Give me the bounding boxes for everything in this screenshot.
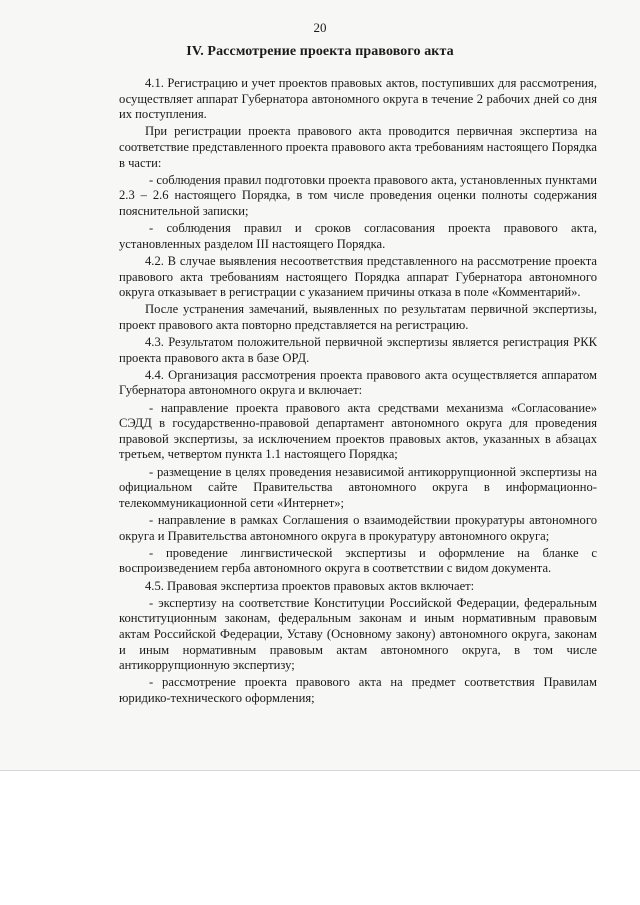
paragraph: При регистрации проекта правового акта проводится первичная экспертиза на соответствие представленного проекта правового акта требованиям настоящего Порядка в части: bbox=[119, 124, 597, 170]
paragraph-4-2: 4.2. В случае выявления несоответствия представленного на рассмотрение проекта правового акта требованиям настоящего Порядка аппарат Губернатора автономного округа отказывает в регистрации с указанием причины отказа в поле «Комментарий». bbox=[119, 253, 597, 300]
page-number: 20 bbox=[313, 20, 327, 35]
list-item: - направление в рамках Соглашения о взаимодействии прокуратуры автономного округа и Правительства автономного округа в прокуратуру автономного округа; bbox=[119, 512, 597, 543]
paragraph-4-3: 4.3. Результатом положительной первичной экспертизы является регистрация РКК проекта правового акта в базе ОРД. bbox=[119, 335, 597, 365]
blank-area bbox=[0, 771, 640, 905]
list-item: - рассмотрение проекта правового акта на предмет соответствия Правилам юридико-технического оформления; bbox=[119, 675, 597, 705]
list-item: - соблюдения правил и сроков согласования проекта правового акта, установленных разделом III настоящего Порядка. bbox=[119, 221, 597, 251]
list-item: - экспертизу на соответствие Конституции Российской Федерации, федеральным конституционным законам, федеральным законам и иным нормативным правовым актам Российской Федерации, Уставу (Основному закону) автономного округа, законам и иным нормативным правовым актам автономного округа, в том числе антикоррупционную экспертизу; bbox=[119, 595, 597, 673]
list-item: - направление проекта правового акта средствами механизма «Согласование» СЭДД в государственно-правовой департамент автономного округа для проведения правовой экспертизы, за исключением проектов правовых актов, указанных в абзацах третьем, четвертом пункта 1.1 настоящего Порядка; bbox=[119, 400, 597, 462]
paragraph-4-1: 4.1. Регистрацию и учет проектов правовых актов, поступивших для рассмотрения, осуществляет аппарат Губернатора автономного округа в течение 2 рабочих дней со дня их поступления. bbox=[119, 76, 597, 122]
paragraph: После устранения замечаний, выявленных по результатам первичной экспертизы, проект правового акта повторно представляется на регистрацию. bbox=[119, 302, 597, 332]
document-body bbox=[119, 76, 597, 708]
list-item: - соблюдения правил подготовки проекта правового акта, установленных пунктами 2.3 – 2.6 настоящего Порядка, в том числе проведения оценки полноты содержания пояснительной записки; bbox=[119, 172, 597, 218]
list-item: - размещение в целях проведения независимой антикоррупционной экспертизы на официальном сайте Правительства автономного округа в информационно-телекоммуникационной сети «Интернет»; bbox=[119, 464, 597, 510]
paragraph-4-4: 4.4. Организация рассмотрения проекта правового акта осуществляется аппаратом Губернатора автономного округа и включает: bbox=[119, 367, 597, 398]
list-item: - проведение лингвистической экспертизы и оформление на бланке с воспроизведением герба автономного округа в соответствии с видом документа. bbox=[119, 545, 597, 576]
section-title: IV. Рассмотрение проекта правового акта bbox=[186, 44, 454, 59]
paragraph-4-5: 4.5. Правовая экспертиза проектов правовых актов включает: bbox=[145, 578, 475, 593]
